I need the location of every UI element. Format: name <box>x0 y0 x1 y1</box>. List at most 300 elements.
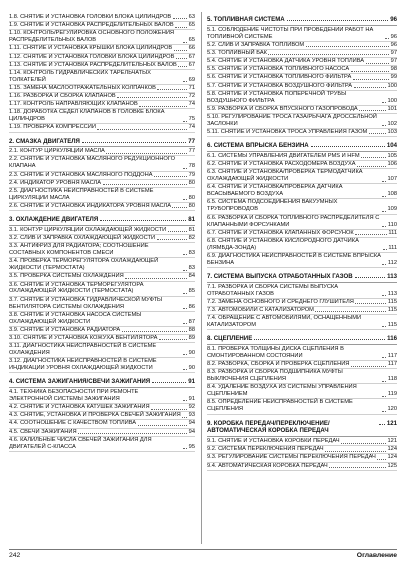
dot-leader <box>383 249 387 250</box>
toc-entry <box>9 14 195 22</box>
toc-entry-title: 3.3. АНТИФРИЗ ДЛЯ РАДИАТОРА; СООТНОШЕНИЕ СОСТАВНЫХ КОМПОНЕНТОВ СМЕСИ <box>9 243 149 257</box>
toc-entry-title: 1.10. КОНТРОЛЬ/РЕГУЛИРОВКА ОСНОВНОГО ПОЛОЖЕНИЯ РАСПРЕДЕЛИТЕЛЬНЫХ ВАЛОВ <box>9 30 175 44</box>
dot-leader <box>382 396 386 397</box>
toc-entry-title: 5.11. СНЯТИЕ И УСТАНОВКА ТРОСА УПРАВЛЕНИЯ ГАЗОМ <box>207 129 368 136</box>
section-rule <box>207 282 397 283</box>
toc-entry-page: 112 <box>387 259 397 266</box>
section-heading-title: 4. СИСТЕМА ЗАЖИГАНИЯ/СВЕЧИ ЗАЖИГАНИЯ <box>9 378 151 386</box>
dot-leader <box>174 50 187 51</box>
toc-entry-page: 79 <box>188 171 195 178</box>
toc-entry-page: 119 <box>387 391 397 398</box>
dot-leader <box>287 20 389 21</box>
dot-leader <box>341 443 386 444</box>
dot-leader <box>157 89 187 90</box>
dot-leader <box>382 226 386 227</box>
section-heading-page: 121 <box>386 419 397 427</box>
toc-entry-title: 3.1. КОНТУР ЦИРКУЛЯЦИИ ОХЛАЖДАЮЩЕЙ ЖИДКОСТИ <box>9 226 167 233</box>
dot-leader <box>183 354 187 355</box>
toc-entry <box>207 315 397 330</box>
toc-entry-page: 94 <box>188 428 195 435</box>
toc-entry <box>207 215 397 230</box>
toc-entry <box>9 172 195 180</box>
dot-leader <box>353 79 389 80</box>
toc-entry-page: 108 <box>387 191 397 198</box>
toc-entry-title: 3.9. СНЯТИЕ И УСТАНОВКА РАДИАТОРА <box>9 326 121 333</box>
dot-leader <box>159 339 187 340</box>
toc-entry <box>9 227 195 235</box>
toc-entry <box>9 109 195 124</box>
toc-entry-page: 75 <box>188 116 195 123</box>
toc-entry-title: 6.4. СНЯТИЕ И УСТАНОВКА/ПРОВЕРКА ДАТЧИКА ВСАСЫВАЕМОГО ВОЗДУХА <box>207 184 343 198</box>
toc-entry-title: 9.2. СИСТЕМА ПЕРЕКЛЮЧЕНИЯ ПЕРЕДАЧ <box>207 446 324 453</box>
dot-leader <box>175 27 187 28</box>
section-rule <box>207 25 397 26</box>
section-heading-title: 8. СЦЕПЛЕНИЕ <box>207 335 253 343</box>
dot-leader <box>325 451 386 452</box>
toc-section <box>9 211 195 373</box>
toc-entry <box>9 420 195 428</box>
toc-entry-page: 71 <box>188 84 195 91</box>
toc-entry <box>9 327 195 335</box>
toc-entry-title: 7.4. ОБРАЩЕНИЕ С АВТОМОБИЛЯМИ, ОСНАЩЕННЫМИ КАТАЛИЗАТОРОМ <box>207 315 362 329</box>
toc-entry-page: 82 <box>188 235 195 242</box>
dot-leader <box>382 381 386 382</box>
toc-entry <box>207 58 397 66</box>
toc-entry-page: 101 <box>387 105 397 112</box>
toc-entry-title: 6.7. СНЯТИЕ И УСТАНОВКА КЛАПАННЫХ ФОРСУНОК <box>207 229 354 236</box>
toc-entry-title: 5.7. СНЯТИЕ И УСТАНОВКА ВОЗДУШНОГО ФИЛЬТРА <box>207 82 353 89</box>
section-heading-title: 5. ТОПЛИВНАЯ СИСТЕМА <box>207 16 285 23</box>
dot-leader <box>138 425 188 426</box>
toc-entry-page: 78 <box>188 163 195 170</box>
toc-entry-title: 9.4. АВТОМАТИЧЕСКАЯ КОРОБКА ПЕРЕДАЧ <box>207 462 328 469</box>
section-heading <box>9 136 195 146</box>
toc-entry-title: 6.1. СИСТЕМЫ УПРАВЛЕНИЯ ДВИГАТЕЛЕМ PMS И HFM <box>207 153 360 159</box>
toc-entry-title: 5.2. СЛИВ И ЗАПРАВКА ТОПЛИВОМ <box>207 41 305 48</box>
toc-entry-page: 118 <box>387 376 397 383</box>
toc-entry-title: 5.1. СОБЛЮДЕНИЕ ЧИСТОТЫ ПРИ ПРОВЕДЕНИИ РАБОТ НА ТОПЛИВНОЙ СИСТЕМЕ <box>207 26 374 40</box>
toc-entry-page: 94 <box>188 420 195 427</box>
dot-leader <box>183 308 187 309</box>
toc-entry <box>9 30 195 45</box>
section-heading-page: 104 <box>386 142 397 150</box>
toc-entry <box>9 343 195 358</box>
toc-entry-title: 3.4. ПРОВЕРКА ТЕРМОРЕГУЛЯТОРА ОХЛАЖДАЮЩЕЙ ЖИДКОСТИ (ТЕРМОСТАТА) <box>9 258 159 272</box>
toc-entry <box>207 307 397 315</box>
section-heading-page: 113 <box>387 272 397 280</box>
section-rule <box>207 436 397 437</box>
section-heading-page: 81 <box>188 216 195 224</box>
toc-entry-title: 3.8. СНЯТИЕ И УСТАНОВКА НАСОСА СИСТЕМЫ ОХЛАЖДАЮЩЕЙ ЖИДКОСТИ <box>9 311 142 325</box>
toc-entry-title: 3.2. СЛИВ И ЗАПРАВКА ОХЛАЖДАЮЩЕЙ ЖИДКОСТИ <box>9 235 156 242</box>
dot-leader <box>168 231 187 232</box>
dot-leader <box>329 467 386 468</box>
toc-entry <box>9 412 195 420</box>
dot-leader <box>183 121 187 122</box>
dot-leader <box>183 448 187 449</box>
dot-leader <box>382 295 386 296</box>
toc-entry <box>207 184 397 199</box>
dot-leader <box>82 142 186 143</box>
toc-entry-title: 3.5. ПРОВЕРКА СИСТЕМЫ ОХЛАЖДЕНИЯ <box>9 273 124 280</box>
toc-entry <box>9 203 195 211</box>
section-rule <box>9 387 195 388</box>
section-heading-title: 9. КОРОБКА ПЕРЕДАЧ/ПЕРЕКЛЮЧЕНИЕ/ АВТОМАТИЧЕСКАЯ КОРОБКА ПЕРЕДАЧ <box>207 419 330 435</box>
toc-entry-title: 5.8. СНЯТИЕ И УСТАНОВКА ПОПЕРЕЧНОЙ ТРУБЫ ВОЗДУШНОГО ФИЛЬТРА <box>207 90 347 104</box>
toc-entry <box>207 66 397 74</box>
toc-entry <box>9 297 195 312</box>
toc-entry-title: 4.5. СВЕЧИ ЗАЖИГАНИЯ <box>9 428 77 435</box>
toc-entry-title: 1.9. СНЯТИЕ И УСТАНОВКА РАСПРЕДЕЛИТЕЛЬНЫХ ВАЛОВ <box>9 22 174 29</box>
toc-entry <box>9 93 195 101</box>
section-heading-title: 2. СМАЗКА ДВИГАТЕЛЯ <box>9 137 80 145</box>
toc-entry-page: 77 <box>188 148 195 155</box>
toc-entry <box>207 230 397 238</box>
toc-entry-title: 1.15. ЗАМЕНА МАСЛООТРАЖАТЕЛЬНЫХ КОЛПАЧКОВ <box>9 84 156 91</box>
section-heading <box>9 214 195 224</box>
toc-entry-title: 9.3. РЕГУЛИРОВАНИЕ СИСТЕМЫ ПЕРЕКЛЮЧЕНИЯ ПЕРЕДАЧ <box>207 454 376 461</box>
toc-entry-page: 115 <box>387 307 397 314</box>
dot-leader <box>183 199 187 200</box>
column-divider <box>201 12 202 544</box>
dot-leader <box>377 459 386 460</box>
toc-entry-title: 1.18. ДОРАБОТКА СЕДЕЛ КЛАПАНОВ В ГОЛОВКЕ БЛОКА ЦИЛИНДРОВ <box>9 109 165 123</box>
dot-leader <box>382 211 386 212</box>
dot-leader <box>125 278 187 279</box>
dot-leader <box>382 326 386 327</box>
toc-entry-page: 85 <box>188 288 195 295</box>
dot-leader <box>100 220 186 221</box>
footer-title: Оглавление <box>356 552 397 559</box>
toc-entry <box>207 369 397 384</box>
toc-entry-title: 8.3. РАЗБОРКА И СБОРКА ПОДШИПНИКА МУФТЫ ВЫКЛЮЧЕНИЯ СЦЕПЛЕНИЯ <box>207 369 343 383</box>
toc-entry <box>207 129 397 137</box>
dot-leader <box>369 133 386 134</box>
toc-entry <box>9 282 195 297</box>
section-rule <box>9 146 195 147</box>
toc-entry <box>207 346 397 361</box>
dot-leader <box>385 38 389 39</box>
toc-entry <box>9 22 195 30</box>
toc-entry <box>9 358 195 373</box>
toc-entry-title: 7.1. РАЗБОРКА И СБОРКА СИСТЕМЫ ВЫПУСКА ОТРАБОТАННЫХ ГАЗОВ <box>207 283 339 297</box>
toc-entry-title: 6.5. СИСТЕМА ПОДСОЕДИНЕНИЯ ВАКУУМНЫХ ТРУБОПРОВОДОВ <box>207 199 338 213</box>
dot-leader <box>106 153 187 154</box>
dot-leader <box>151 409 187 410</box>
dot-leader <box>97 129 187 130</box>
toc-entry <box>207 238 397 253</box>
toc-entry <box>207 284 397 299</box>
toc-entry <box>9 335 195 343</box>
toc-section <box>9 373 195 452</box>
dot-leader <box>183 168 187 169</box>
toc-entry-page: 63 <box>188 14 195 20</box>
toc-entry-page: 124 <box>387 446 397 453</box>
page-number: 242 <box>9 552 21 559</box>
dot-leader <box>382 357 386 358</box>
toc-entry <box>207 83 397 91</box>
section-rule <box>9 225 195 226</box>
dot-leader <box>139 106 187 107</box>
toc-entry <box>207 299 397 307</box>
toc-entry <box>207 50 397 58</box>
toc-entry-page: 95 <box>188 443 195 450</box>
dot-leader <box>173 18 187 19</box>
dot-leader <box>355 277 386 278</box>
toc-entry <box>207 253 397 268</box>
toc-entry-title: 2.6. СНЯТИЕ И УСТАНОВКА ИНДИКАТОРА УРОВНЯ МАСЛА <box>9 202 171 209</box>
dot-leader <box>103 184 188 185</box>
toc-entry <box>207 454 397 462</box>
toc-entry-title: 1.11. СНЯТИЕ И УСТАНОВКА КРЫШКИ БЛОКА ЦИЛИНДРОВ <box>9 45 173 52</box>
toc-entry <box>207 463 397 471</box>
dot-leader <box>183 270 187 271</box>
toc-entry-page: 115 <box>387 298 397 305</box>
toc-entry <box>9 70 195 85</box>
dot-leader <box>379 424 385 425</box>
toc-entry <box>207 438 397 446</box>
toc-entry-title: 1.13. СНЯТИЕ И УСТАНОВКА РАСПРЕДЕЛИТЕЛЬНЫХ ВАЛОВ <box>9 61 177 68</box>
dot-leader <box>359 110 386 111</box>
toc-entry-page: 109 <box>387 206 397 213</box>
toc-entry-page: 67 <box>188 53 195 60</box>
toc-entry-page: 81 <box>188 226 195 233</box>
dot-leader <box>306 46 390 47</box>
toc-entry-title: 5.3. ТОПЛИВНЫЙ БАК <box>207 50 267 57</box>
toc-entry <box>9 429 195 437</box>
toc-entry-page: 96 <box>390 41 397 48</box>
dot-leader <box>152 382 186 383</box>
toc-entry <box>9 148 195 156</box>
toc-entry-title: 8.1. ПРОВЕРКА ТОЛЩИНЫ ДИСКА СЦЕПЛЕНИЯ В СМОНТИРОВАННОМ СОСТОЯНИИ <box>207 346 344 359</box>
toc-entry <box>9 180 195 188</box>
section-heading <box>207 271 397 281</box>
toc-entry-title: 6.3. СНЯТИЕ И УСТАНОВКА/ПРОВЕРКА ТЕРМОДАТЧИКА ОХЛАЖДАЮЩЕЙ ЖИДКОСТИ <box>207 169 363 183</box>
dot-leader <box>351 71 389 72</box>
toc-entry-page: 120 <box>387 406 397 413</box>
dot-leader <box>311 146 385 147</box>
dot-leader <box>351 366 387 367</box>
toc-entry-page: 100 <box>387 82 397 89</box>
toc-entry-title: 9.1. СНЯТИЕ И УСТАНОВКА КОРОБКИ ПЕРЕДАЧ <box>207 438 340 445</box>
toc-entry <box>9 273 195 281</box>
dot-leader <box>357 166 386 167</box>
toc-entry-page: 83 <box>188 265 195 272</box>
toc-entry <box>207 114 397 129</box>
dot-leader <box>382 125 386 126</box>
dot-leader <box>183 369 187 370</box>
toc-entry-page: 88 <box>188 326 195 333</box>
dot-leader <box>176 58 187 59</box>
section-heading <box>9 376 195 386</box>
toc-entry-page: 72 <box>188 93 195 100</box>
toc-entry <box>9 258 195 273</box>
dot-leader <box>78 433 187 434</box>
toc-entry-title: 6.8. СНЯТИЕ И УСТАНОВКА КИСЛОРОДНОГО ДАТЧИКА (ЛЯМБДА-ЗОНДА) <box>207 237 359 251</box>
toc-entry-title: 2.4. ИНДИКАТОР УРОВНЯ МАСЛА <box>9 179 102 186</box>
toc-right-column <box>207 14 397 471</box>
toc-entry <box>9 437 195 452</box>
dot-leader <box>382 181 386 182</box>
dot-leader <box>183 400 187 401</box>
toc-entry-title: 2.2. СНЯТИЕ И УСТАНОВКА МАСЛЯНОГО РЕДУКЦИОННОГО КЛАПАНА <box>9 156 176 170</box>
toc-section <box>9 14 195 133</box>
dot-leader <box>366 63 390 64</box>
toc-entry-page: 93 <box>188 412 195 419</box>
toc-entry <box>9 85 195 93</box>
toc-entry-page: 87 <box>188 318 195 325</box>
toc-entry-page: 80 <box>188 179 195 186</box>
toc-entry <box>9 62 195 70</box>
toc-entry-page: 97 <box>390 50 397 57</box>
toc-entry-title: 5.10. РЕГУЛИРОВАНИЕ ТРОСА ГАЗА/РЫЧАГА ДРОССЕЛЬНОЙ ЗАСЛОНКИ <box>207 113 377 127</box>
toc-entry-title: 2.5. ДИАГНОСТИКА НЕИСПРАВНОСТЕЙ В СИСТЕМЕ ЦИРКУЛЯЦИИ МАСЛА <box>9 187 154 201</box>
toc-entry-title: 4.4. СООТНОШЕНИЕ С КАЧЕСТВОМ ТОПЛИВА <box>9 420 137 427</box>
toc-entry-page: 66 <box>188 45 195 52</box>
toc-entry-page: 92 <box>188 404 195 411</box>
toc-entry <box>9 235 195 243</box>
toc-entry <box>9 45 195 53</box>
toc-entry-page: 65 <box>188 37 195 44</box>
section-heading-title: 6. СИСТЕМА ВПРЫСКА БЕНЗИНА <box>207 142 309 150</box>
toc-entry-title: 3.6. СНЯТИЕ И УСТАНОВКА ТЕРМОРЕГУЛЯТОРА ОХЛАЖДАЮЩЕЙ ЖИДКОСТИ (ТЕРМОСТАТА) <box>9 281 144 295</box>
toc-entry-title: 5.4. СНЯТИЕ И УСТАНОВКА ДАТЧИКА УРОВНЯ ТОПЛИВА <box>207 58 365 65</box>
dot-leader <box>254 339 385 340</box>
toc-entry <box>9 188 195 203</box>
page-footer <box>9 549 397 562</box>
toc-entry-page: 74 <box>188 101 195 108</box>
toc-entry-page: 124 <box>387 454 397 461</box>
section-heading-page: 116 <box>387 335 397 343</box>
toc-entry-title: 3.11. ДИАГНОСТИКА НЕИСПРАВНОСТЕЙ В СИСТЕМЕ ОХЛАЖДЕНИЯ <box>9 343 157 357</box>
dot-leader <box>382 264 386 265</box>
toc-entry-page: 96 <box>390 33 397 40</box>
toc-section <box>207 14 397 137</box>
dot-leader <box>382 196 386 197</box>
toc-entry <box>9 124 195 132</box>
section-heading <box>207 140 397 150</box>
toc-entry-page: 113 <box>387 290 397 297</box>
toc-entry <box>9 389 195 404</box>
dot-leader <box>361 157 386 158</box>
toc-entry <box>207 27 397 42</box>
toc-entry-title: 3.7. СНЯТИЕ И УСТАНОВКА ГИДРАВЛИЧЕСКОЙ МУФТЫ ВЕНТИЛЯТОРА СИСТЕМЫ ОХЛАЖДЕНИЯ <box>9 296 163 310</box>
dot-leader <box>172 207 187 208</box>
dot-leader <box>182 417 187 418</box>
toc-entry <box>207 106 397 114</box>
dot-leader <box>354 87 386 88</box>
toc-entry-title: 5.5. СНЯТИЕ И УСТАНОВКА ТОПЛИВНОГО НАСОСА <box>207 66 350 73</box>
dot-leader <box>154 176 187 177</box>
toc-entry <box>9 243 195 258</box>
dot-leader <box>183 81 187 82</box>
toc-entry-title: 1.17. КОНТРОЛЬ НАПРАВЛЯЮЩИХ КЛАПАНОВ <box>9 101 138 108</box>
dot-leader <box>268 54 389 55</box>
toc-entry-page: 111 <box>388 244 397 251</box>
toc-section <box>207 330 397 414</box>
toc-entry <box>9 54 195 62</box>
toc-entry-page: 80 <box>188 194 195 201</box>
toc-entry-page: 115 <box>387 322 397 329</box>
toc-entry-title: 4.1. ТЕХНИКА БЕЗОПАСНОСТИ ПРИ РЕМОНТЕ ЭЛЕКТРОННОЙ СИСТЕМЫ ЗАЖИГАНИЯ <box>9 389 139 402</box>
toc-entry-page: 91 <box>188 396 195 402</box>
section-heading <box>207 418 397 436</box>
section-heading-page: 77 <box>188 137 195 145</box>
toc-entry-title: 1.12. СНЯТИЕ И УСТАНОВКА ГОЛОВКИ БЛОКА ЦИЛИНДРОВ <box>9 53 175 60</box>
toc-section <box>207 268 397 330</box>
toc-entry-page: 125 <box>387 462 397 469</box>
toc-entry-title: 2.1. КОНТУР ЦИРКУЛЯЦИИ МАСЛА <box>9 148 105 155</box>
dot-leader <box>183 323 187 324</box>
toc-entry-title: 6.6. РАЗБОРКА И СБОРКА ТОПЛИВНОГО РАСПРЕДЕЛИТЕЛЯ С КЛАПАННЫМИ ФОРСУНКАМИ <box>207 214 380 228</box>
toc-entry <box>207 399 397 414</box>
dot-leader <box>117 97 187 98</box>
toc-entry-title: 6.2. СНЯТИЕ И УСТАНОВКА РАСХОДОМЕРА ВОЗДУХА <box>207 161 356 168</box>
toc-entry-title: 1.16. РАЗБОРКА И СБОРКА КЛАПАНОВ <box>9 93 116 100</box>
toc-entry-page: 110 <box>387 221 397 228</box>
toc-entry-page: 69 <box>188 76 195 83</box>
dot-leader <box>183 254 187 255</box>
dot-leader <box>183 42 187 43</box>
section-heading <box>207 333 397 343</box>
toc-entry-page: 65 <box>188 22 195 29</box>
toc-entry-page: 107 <box>387 176 397 183</box>
toc-entry <box>207 446 397 454</box>
toc-left-column <box>9 14 195 452</box>
toc-entry <box>207 74 397 82</box>
dot-leader <box>382 102 386 103</box>
toc-entry-title: 1.19. ПРОВЕРКА КОМПРЕССИИ <box>9 124 96 131</box>
toc-entry-page: 121 <box>387 438 397 445</box>
toc-entry-page: 117 <box>387 361 397 368</box>
toc-entry-title: 5.6. СНЯТИЕ И УСТАНОВКА ТОПЛИВНОГО ФИЛЬТРА <box>207 74 352 81</box>
toc-entry-page: 103 <box>387 129 397 136</box>
toc-entry-page: 105 <box>387 153 397 159</box>
toc-entry-title: 5.9. РАЗБОРКА И СБОРКА ВПУСКНОГО ГАЗОПРОВОДА <box>207 105 358 112</box>
dot-leader <box>183 293 187 294</box>
toc-entry-page: 100 <box>387 97 397 104</box>
toc-entry-page: 111 <box>388 229 397 236</box>
toc-entry-title: 1.8. СНЯТИЕ И УСТАНОВКА ГОЛОВКИ БЛОКА ЦИЛИНДРОВ <box>9 14 172 20</box>
toc-section <box>9 133 195 212</box>
toc-entry-title: 3.10. СНЯТИЕ И УСТАНОВКА КОЖУХА ВЕНТИЛЯТОРА <box>9 334 158 341</box>
toc-entry-title: 1.14. КОНТРОЛЬ ГИДРАВЛИЧЕСКИХ ТАРЕЛЬЧАТЫХ ТОЛКАТЕЛЕЙ <box>9 69 151 83</box>
dot-leader <box>315 311 386 312</box>
toc-entry-title: 8.5. ОПРЕДЕЛЕНИЕ НЕИСПРАВНОСТЕЙ В СИСТЕМЕ СЦЕПЛЕНИЯ <box>207 399 353 413</box>
toc-entry-page: 80 <box>188 202 195 209</box>
toc-entry-page: 67 <box>188 61 195 68</box>
toc-entry <box>207 199 397 214</box>
toc-section <box>207 137 397 268</box>
dot-leader <box>178 66 187 67</box>
toc-entry-page: 89 <box>188 334 195 341</box>
toc-entry-title: 7.3. АВТОМОБИЛИ С КАТАЛИЗАТОРОМ <box>207 307 314 314</box>
toc-entry-page: 90 <box>188 350 195 357</box>
toc-entry-page: 117 <box>387 353 397 359</box>
toc-entry-title: 4.6. КАЛИЛЬНЫЕ ЧИСЛА СВЕЧЕЙ ЗАЖИГАНИЯ ДЛЯ ДВИГАТЕЛЕЙ С-КЛАССА <box>9 436 152 450</box>
dot-leader <box>355 234 387 235</box>
section-heading-title: 7. СИСТЕМА ВЫПУСКА ОТРАБОТАННЫХ ГАЗОВ <box>207 272 353 280</box>
section-heading-page: 91 <box>188 378 195 386</box>
section-rule <box>207 151 397 152</box>
toc-entry <box>207 384 397 399</box>
dot-leader <box>157 239 188 240</box>
toc-entry-page: 86 <box>188 303 195 310</box>
toc-entry-page: 83 <box>188 250 195 257</box>
dot-leader <box>355 303 386 304</box>
section-rule <box>207 344 397 345</box>
dot-leader <box>382 411 386 412</box>
